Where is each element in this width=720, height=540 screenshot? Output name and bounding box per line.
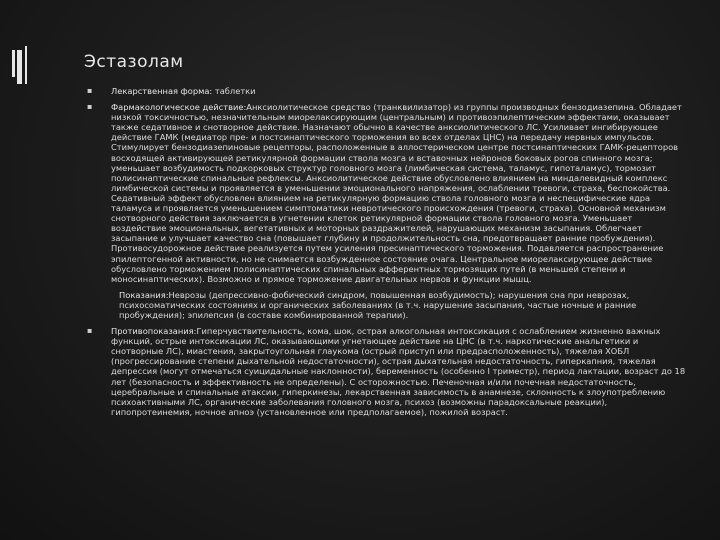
item-lead: Лекарственная форма:	[111, 86, 213, 96]
list-item-indications	[86, 290, 686, 320]
decor-bar-1	[12, 50, 15, 77]
item-lead: Показания:	[119, 289, 169, 300]
list-item-contraindications	[86, 326, 686, 417]
decor-bar-2	[17, 50, 22, 84]
list-item-dosage-form	[86, 86, 686, 96]
decor-bar-3	[25, 46, 27, 84]
item-text: Неврозы (депрессивно-фобический синдром, повышенная возбудимость); нарушения сна при неврозах, психосоматических состояниях и органических заболеваниях (в т.ч. нарушение засыпания, частые ночные и ранние пробуждения); эпилепсия (в составе комбинированной терапии).	[119, 289, 637, 320]
item-text: таблетки	[212, 86, 256, 96]
item-lead: Фармакологическое действие:	[111, 102, 247, 113]
item-text: Анксиолитическое средство (транквилизатор) из группы производных бензодиазепина. Обладает низкой токсичностью, незначительным миорелаксирующим (центральным) и противоэпилептическим эффектами, оказывает также седативное и снотворное действие. Назначают обычно в качестве анксиолитического ЛС. Усиливает ингибирующее действие ГАМК (медиатор пре- и постсинаптического торможения во всех отделах ЦНС) на передачу нервных импульсов. Стимулирует бензодиазепиновые рецепторы, расположенные в аллостерическом центре постсинаптических ГАМК-рецепторов восходящей активирующей ретикулярной формации ствола мозга и вставочных нейронов боковых рогов спинного мозга; уменьшает возбудимость подкорковых структур головного мозга (лимбическая система, таламус, гипоталамус), тормозит полисинаптические спинальные рефлексы. Анксиолитическое действие обусловлено влиянием на миндалевидный комплекс лимбической системы и проявляется в уменьшении эмоционального напряжения, ослаблении тревоги, страха, беспокойства. Седативный эффект обусловлен влиянием на ретикулярную формацию ствола головного мозга и неспецифические ядра таламуса и проявляется уменьшением симптоматики невротического происхождения (тревоги, страха). Основной механизм снотворного действия заключается в угнетении клеток ретикулярной формации ствола головного мозга. Уменьшает воздействие эмоциональных, вегетативных и моторных раздражителей, нарушающих механизм засыпания. Облегчает засыпание и улучшает качество сна (повышает глубину и продолжительность сна, предотвращает ранние пробуждения). Противосудорожное действие реализуется путем усиления пресинаптического торможения. Подавляется распространение эпилептогенной активности, но не снимается возбужденное состояние очага. Центральное миорелаксирующее действие обусловлено торможением полисинаптических спинальных афферентных тормозящих путей (в меньшей степени и моносинаптических). Возможно и прямое торможение двигательных нервов и функции мышц.	[111, 102, 682, 284]
slide-title: Эстазолам	[84, 52, 184, 72]
bullet-icon: ▪	[87, 102, 93, 112]
bullet-icon: ▪	[87, 86, 93, 95]
item-text: Гиперчувствительность, кома, шок, острая алкогольная интоксикация с ослаблением жизненно важных функций, острые интоксикации ЛС, оказывающими угнетающее действие на ЦНС (в т.ч. наркотические анальгетики и снотворные ЛС), миастения, закрытоугольная глаукома (острый приступ или предрасположенность), тяжелая ХОБЛ (прогрессирование степени дыхательной недостаточности), острая дыхательная недостаточность, гиперкапния, тяжелая депрессия (могут отмечаться суицидальные наклонности), беременность (особенно I триместр), период лактации, возраст до 18 лет (безопасность и эффективность не определены). С осторожностью. Печеночная и/или почечная недостаточность, церебральные и спинальные атаксии, гиперкинезы, лекарственная зависимость в анамнезе, склонность к злоупотреблению психоактивными ЛС, органические заболевания головного мозга, психоз (возможны парадоксальные реакции), гипопротеинемия, ночное апноэ (установленное или предполагаемое), пожилой возраст.	[111, 326, 686, 417]
list-item-pharmacology	[86, 102, 686, 284]
bullet-icon: ▪	[87, 326, 93, 336]
item-lead: Противопоказания:	[111, 326, 197, 337]
slide-content	[86, 86, 686, 423]
